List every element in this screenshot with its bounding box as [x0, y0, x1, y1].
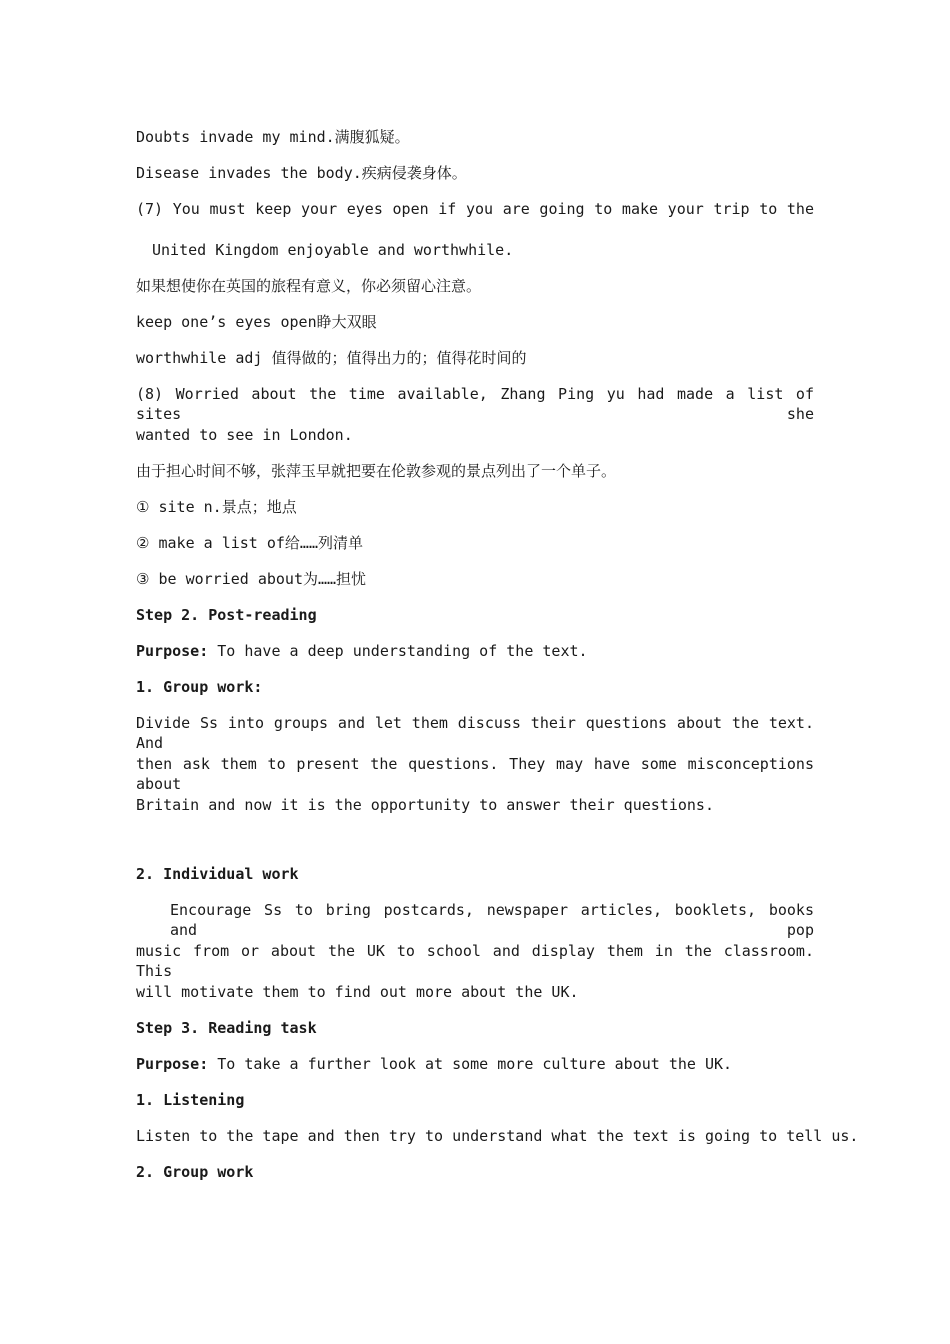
individual-work-line-3: will motivate them to find out more about the UK. — [136, 983, 579, 1001]
group-work-line-2: then ask them to present the questions. They may have some misconceptions about — [136, 755, 814, 793]
sentence-7-line-1: (7) You must keep your eyes open if you are going to make your trip to the — [136, 200, 814, 218]
group-work-heading: 1. Group work: — [136, 678, 263, 696]
purpose-label: Purpose: — [136, 1055, 209, 1073]
individual-work-line-2: music from or about the UK to school and display them in the classroom. This — [136, 942, 814, 980]
purpose-label: Purpose: — [136, 642, 209, 660]
individual-work-line-1: Encourage Ss to bring postcards, newspaper articles, booklets, books and pop — [170, 901, 814, 939]
example-doubts: Doubts invade my mind.满腹狐疑。 — [136, 128, 410, 146]
phrase-keep-eyes-open: keep one’s eyes open睁大双眼 — [136, 313, 377, 331]
step-3-heading: Step 3. Reading task — [136, 1019, 317, 1037]
group-work-line-3: Britain and now it is the opportunity to answer their questions. — [136, 796, 714, 814]
listening-heading: 1. Listening — [136, 1091, 245, 1109]
note-be-worried: ③ be worried about为……担忧 — [136, 570, 367, 588]
note-site: ① site n.景点；地点 — [136, 498, 297, 516]
purpose-text: To take a further look at some more culture about the UK. — [208, 1055, 733, 1073]
sentence-7-line-2: United Kingdom enjoyable and worthwhile. — [152, 241, 514, 259]
group-work-line-1: Divide Ss into groups and let them discuss their questions about the text. And — [136, 714, 814, 752]
sentence-7-translation: 如果想使你在英国的旅程有意义，你必须留心注意。 — [136, 277, 482, 295]
step-3-purpose — [136, 1054, 732, 1074]
step-2-heading: Step 2. Post-reading — [136, 606, 317, 624]
sentence-8-line-1: (8) Worried about the time available, Zhang Ping yu had made a list of sites she — [136, 385, 814, 423]
purpose-text: To have a deep understanding of the text. — [208, 642, 588, 660]
step-2-purpose — [136, 641, 588, 661]
listening-text: Listen to the tape and then try to understand what the text is going to tell us. — [136, 1127, 859, 1145]
word-worthwhile: worthwhile adj 值得做的；值得出力的；值得花时间的 — [136, 349, 527, 367]
note-make-a-list: ② make a list of给……列清单 — [136, 534, 363, 552]
individual-work-heading: 2. Individual work — [136, 865, 299, 883]
sentence-8-line-2: wanted to see in London. — [136, 426, 353, 444]
group-work-2-heading: 2. Group work — [136, 1163, 254, 1181]
example-disease: Disease invades the body.疾病侵袭身体。 — [136, 164, 467, 182]
sentence-8-translation: 由于担心时间不够，张萍玉早就把要在伦敦参观的景点列出了一个单子。 — [136, 462, 617, 480]
